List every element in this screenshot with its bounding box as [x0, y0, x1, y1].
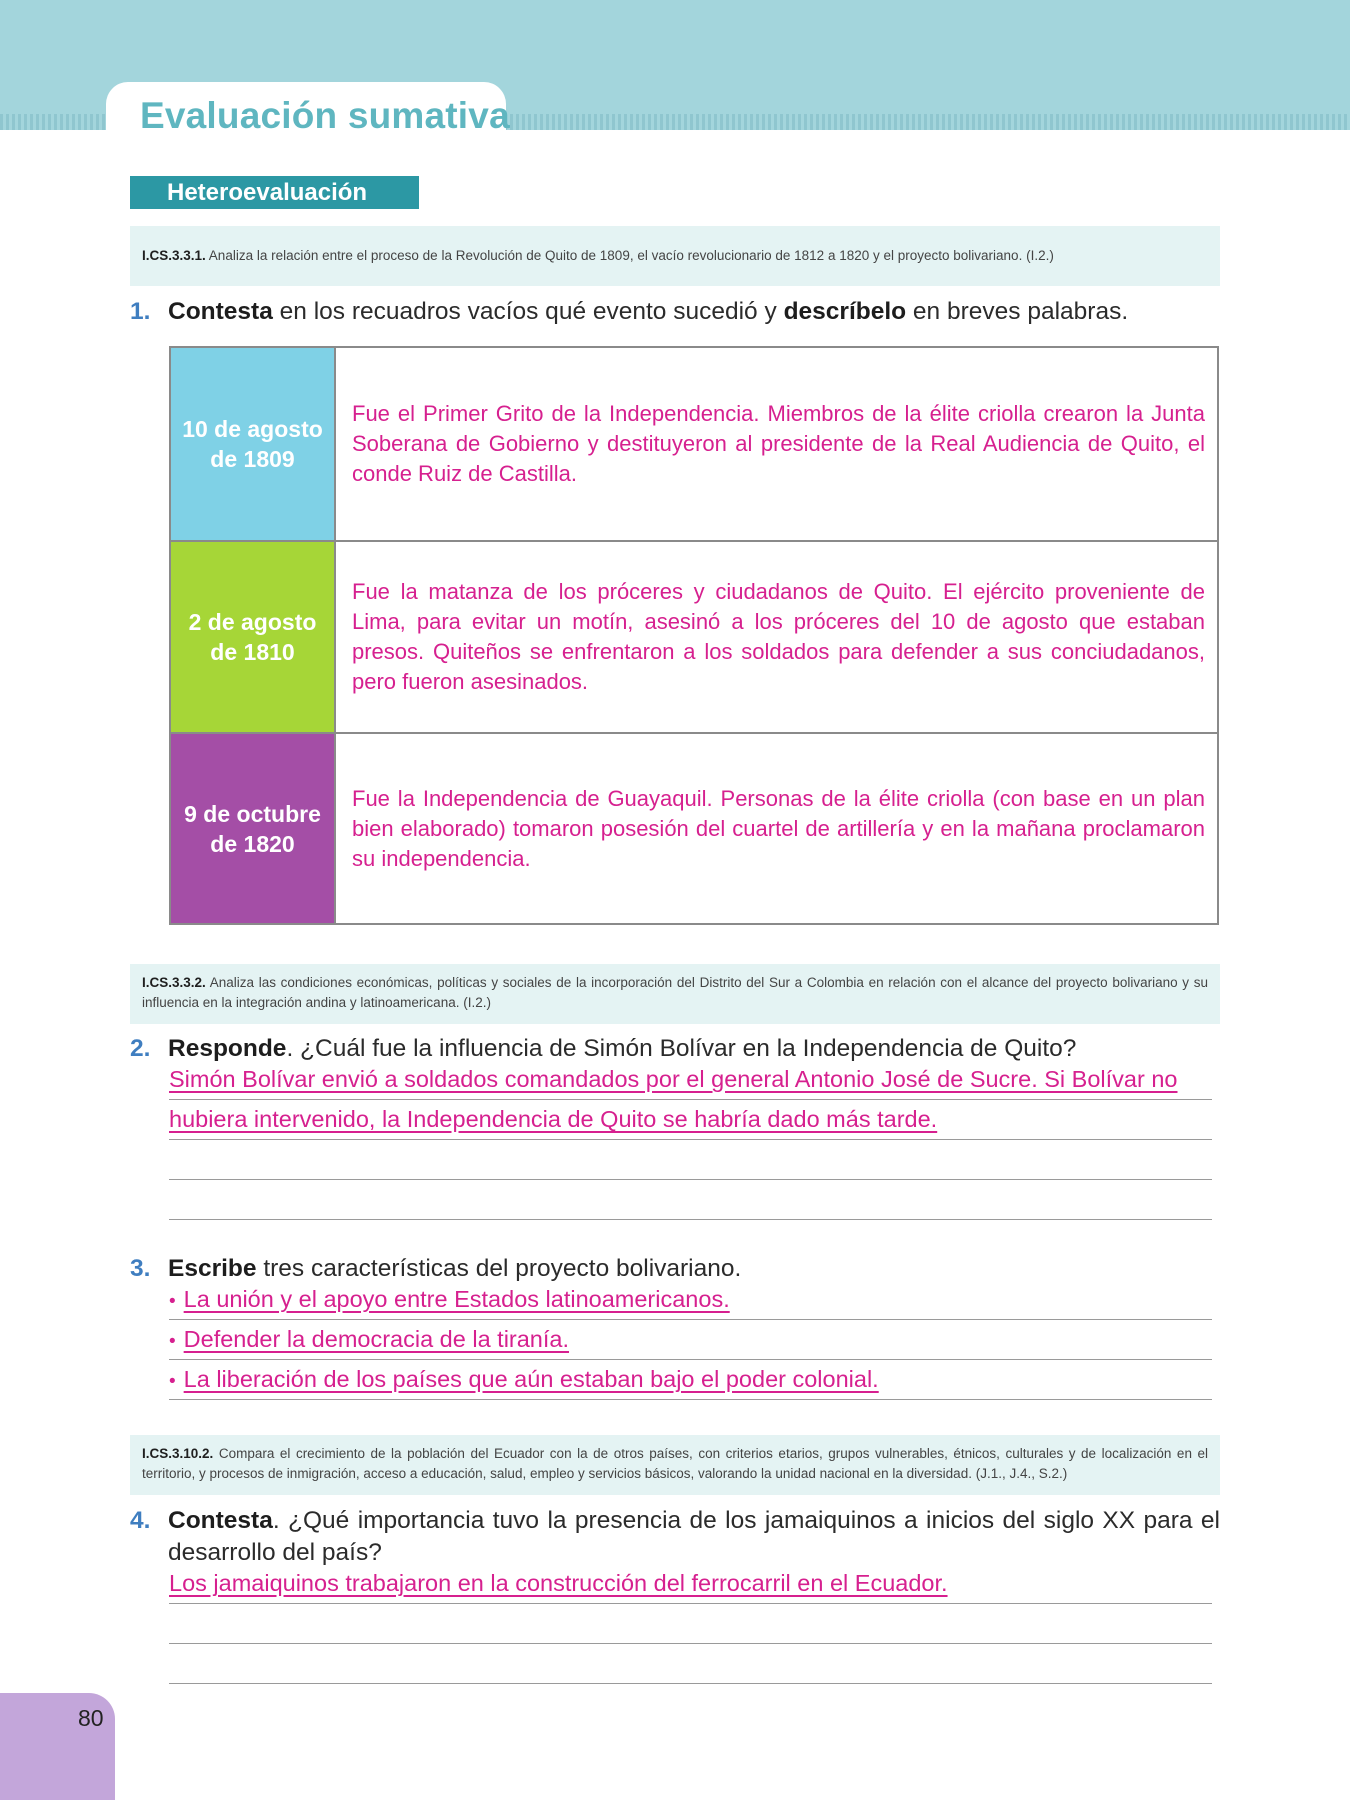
indicator-text: Analiza las condiciones económicas, políticas y sociales de la incorporación del Distrito del Sur a Colombia en relación con el alcance del proyecto bolivariano y su influencia en la integración andina y latinoamericana. (I.2.) — [142, 975, 1208, 1010]
page-title: Evaluación sumativa — [140, 95, 510, 136]
question-verb: Responde — [168, 1035, 287, 1062]
event-answer-text: Fue el Primer Grito de la Independencia. Miembros de la élite criolla crearon la Junta Soberana de Gobierno y destituyeron al presidente de la Real Audiencia de Quito, el conde Ruiz de Castilla. — [352, 401, 1205, 486]
answer-line[interactable] — [169, 1564, 1212, 1604]
indicator-code: I.CS.3.3.2. — [142, 975, 206, 990]
indicator-text: Compara el crecimiento de la población del Ecuador con la de otros países, con criterios etarios, grupos vulnerables, étnicos, culturales y de localización en el territorio, y procesos de inmigración, acceso a educación, salud, empleo y servicios básicos, valorando la unidad nacional en la diversidad. (J.1., J.4., S.2.) — [142, 1446, 1208, 1481]
answer-line[interactable] — [169, 1360, 1212, 1400]
bullet-icon: • — [169, 1371, 176, 1392]
answer-text: La unión y el apoyo entre Estados latinoamericanos. — [183, 1286, 730, 1312]
indicator-box — [130, 1435, 1220, 1495]
answer-line[interactable] — [169, 1100, 1212, 1140]
answer-text: Defender la democracia de la tiranía. — [183, 1326, 570, 1352]
event-date: 2 de agosto de 1810 — [171, 542, 334, 732]
event-answer-text: Fue la Independencia de Guayaquil. Personas de la élite criolla (con base en un plan bien elaborado) tomaron posesión del cuartel de artillería y en la mañana proclamaron su independencia. — [352, 785, 1205, 871]
question-1 — [130, 296, 1220, 328]
event-row — [171, 540, 1217, 732]
question-text: . ¿Qué importancia tuvo la presencia de los jamaiquinos a inicios del siglo XX para el desarrollo del país? — [168, 1507, 1220, 1566]
question-text: tres características del proyecto bolivariano. — [256, 1255, 742, 1282]
indicator-box — [130, 226, 1220, 286]
question-number: 1. — [130, 298, 151, 325]
event-date: 10 de agosto de 1809 — [171, 348, 334, 540]
event-row — [171, 732, 1217, 923]
event-answer[interactable] — [334, 348, 1217, 540]
answer-line[interactable] — [169, 1604, 1212, 1644]
bullet-icon: • — [169, 1331, 176, 1352]
answer-line[interactable] — [169, 1280, 1212, 1320]
question-number: 4. — [130, 1507, 151, 1534]
question-number: 3. — [130, 1255, 151, 1282]
question-4 — [130, 1505, 1220, 1569]
question-verb: Contesta — [168, 1507, 273, 1534]
answer-line[interactable] — [169, 1644, 1212, 1684]
answer-text: Simón Bolívar envió a soldados comandados por el general Antonio José de Sucre. Si Bolívar no — [169, 1066, 1178, 1092]
question-text: en los recuadros vacíos qué evento sucedió y — [272, 298, 784, 325]
answer-line[interactable] — [169, 1320, 1212, 1360]
answer-line[interactable] — [169, 1180, 1212, 1220]
events-table — [169, 346, 1219, 925]
indicator-code: I.CS.3.10.2. — [142, 1446, 214, 1461]
question-verb: Escribe — [168, 1255, 257, 1282]
question-verb: Contesta — [168, 298, 273, 325]
event-date: 9 de octubre de 1820 — [171, 734, 334, 923]
question-number: 2. — [130, 1035, 151, 1062]
answer-text: hubiera intervenido, la Independencia de Quito se habría dado más tarde. — [169, 1106, 938, 1132]
event-answer-text: Fue la matanza de los próceres y ciudadanos de Quito. El ejército proveniente de Lima, para evitar un motín, asesinó a los próceres del 10 de agosto que estaban presos. Quiteños se enfrentaron a los soldados para defender a sus conciudadanos, pero fueron asesinados. — [352, 579, 1205, 694]
event-answer[interactable] — [334, 542, 1217, 732]
event-answer[interactable] — [334, 734, 1217, 923]
page-number: 80 — [78, 1705, 104, 1731]
answer-line[interactable] — [169, 1060, 1212, 1100]
event-row — [171, 348, 1217, 540]
indicator-code: I.CS.3.3.1. — [142, 248, 206, 263]
answer-text: La liberación de los países que aún estaban bajo el poder colonial. — [183, 1366, 879, 1392]
indicator-text: Analiza la relación entre el proceso de la Revolución de Quito de 1809, el vacío revolucionario de 1812 a 1820 y el proyecto bolivariano. (I.2.) — [205, 248, 1054, 263]
question-text: en breves palabras. — [906, 298, 1129, 325]
answer-text: Los jamaiquinos trabajaron en la construcción del ferrocarril en el Ecuador. — [169, 1570, 948, 1596]
answer-line[interactable] — [169, 1140, 1212, 1180]
section-label: Heteroevaluación — [130, 176, 419, 209]
question-verb: descríbelo — [783, 298, 907, 325]
indicator-box — [130, 964, 1220, 1024]
question-text: . ¿Cuál fue la influencia de Simón Bolívar en la Independencia de Quito? — [286, 1035, 1077, 1062]
bullet-icon: • — [169, 1291, 176, 1312]
